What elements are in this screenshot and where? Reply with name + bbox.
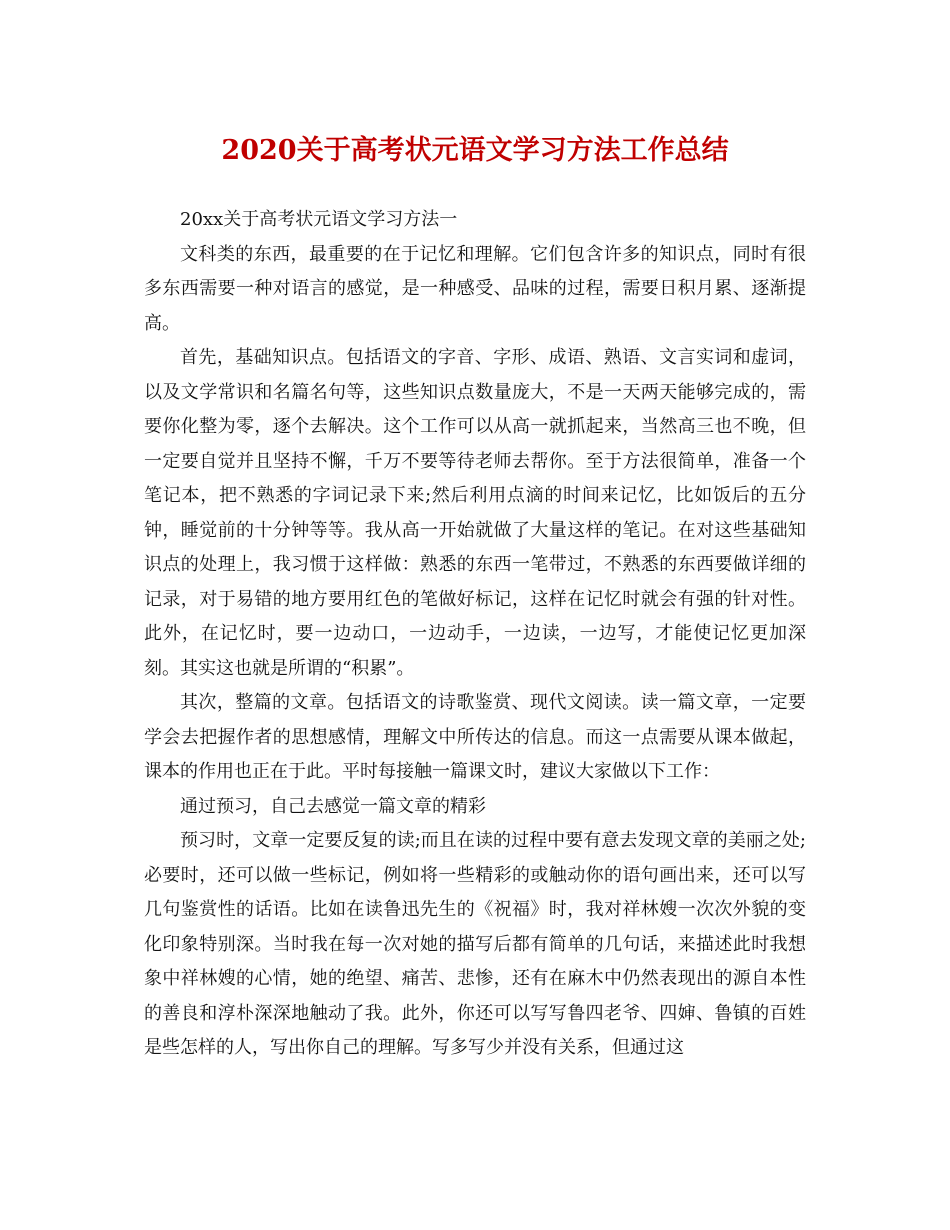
paragraph: 文科类的东西，最重要的在于记忆和理解。它们包含许多的知识点，同时有很多东西需要一种对语言的感觉，是一种感受、品味的过程，需要日积月累、逐渐提高。 [144, 243, 806, 334]
paragraph-subheading: 通过预习，自己去感觉一篇文章的精彩 [180, 795, 486, 817]
paragraph: 预习时，文章一定要反复的读;而且在读的过程中要有意去发现文章的美丽之处;必要时，还可以做一些标记，例如将一些精彩的或触动你的语句画出来，还可以写几句鉴赏性的话语。比如在读鲁迅先生的《祝福》时，我对祥林嫂一次次外貌的变化印象特别深。当时我在每一次对她的描写后都有简单的几句话，来描述此时我想象中祥林嫂的心情，她的绝望、痛苦、悲惨，还有在麻木中仍然表现出的源自本性的善良和淳朴深深地触动了我。此外，你还可以写写鲁四老爷、四婶、鲁镇的百姓是些怎样的人，写出你自己的理解。写多写少并没有关系，但通过这 [144, 830, 806, 1058]
paragraph: 首先，基础知识点。包括语文的字音、字形、成语、熟语、文言实词和虚词，以及文学常识和名篇名句等，这些知识点数量庞大，不是一天两天能够完成的，需要你化整为零，逐个去解决。这个工作可以从高一就抓起来，当然高三也不晚，但一定要自觉并且坚持不懈，千万不要等待老师去帮你。至于方法很简单，准备一个笔记本，把不熟悉的字词记录下来;然后利用点滴的时间来记忆，比如饭后的五分钟，睡觉前的十分钟等等。我从高一开始就做了大量这样的笔记。在对这些基础知识点的处理上，我习惯于这样做：熟悉的东西一笔带过，不熟悉的东西要做详细的记录，对于易错的地方要用红色的笔做好标记，这样在记忆时就会有强的针对性。此外，在记忆时，要一边动口，一边动手，一边读，一边写，才能使记忆更加深刻。其实这也就是所谓的“积累”。 [144, 347, 806, 679]
document-body [144, 203, 806, 1066]
paragraph: 其次，整篇的文章。包括语文的诗歌鉴赏、现代文阅读。读一篇文章，一定要学会去把握作者的思想感情，理解文中所传达的信息。而这一点需要从课本做起，课本的作用也正在于此。平时每接触一篇课文时，建议大家做以下工作： [144, 692, 806, 782]
paragraph-heading: 20xx关于高考状元语文学习方法一 [180, 209, 458, 230]
document-title: 2020关于高考状元语文学习方法工作总结 [221, 135, 729, 166]
